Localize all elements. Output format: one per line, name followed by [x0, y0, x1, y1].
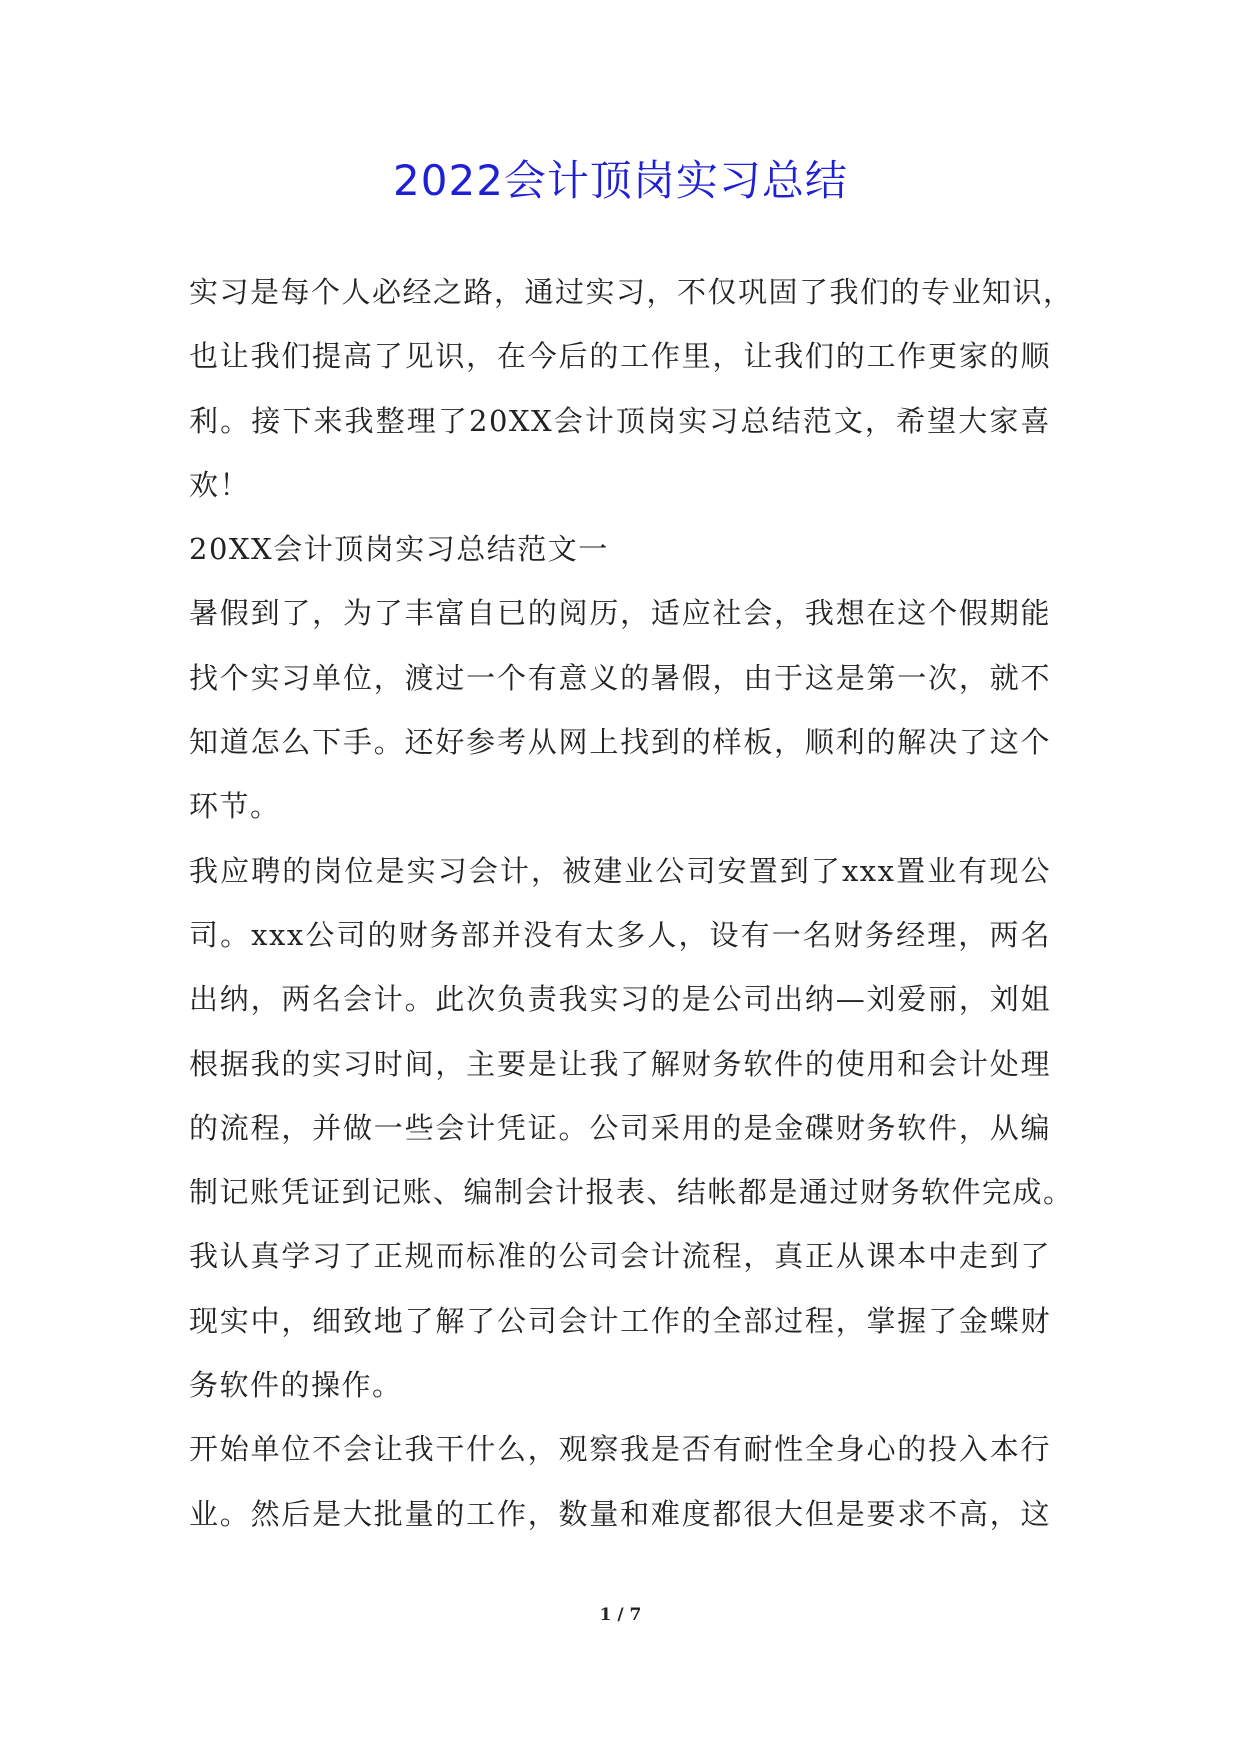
page-number: 1 / 7	[599, 1605, 642, 1625]
text-line: 找个实习单位，渡过一个有意义的暑假，由于这是第一次，就不	[189, 660, 1051, 695]
text-line: 利。接下来我整理了20XX会计顶岗实习总结范文，希望大家喜	[189, 403, 1051, 438]
text-line: 出纳，两名会计。此次负责我实习的是公司出纳—刘爱丽，刘姐	[189, 982, 1051, 1017]
text-line: 司。xxx公司的财务部并没有太多人，设有一名财务经理，两名	[189, 917, 1051, 952]
text-line: 的流程，并做一些会计凭证。公司采用的是金碟财务软件，从编	[189, 1110, 1051, 1145]
section-heading: 20XX会计顶岗实习总结范文一	[189, 532, 609, 567]
text-line: 也让我们提高了见识，在今后的工作里，让我们的工作更家的顺	[189, 339, 1051, 374]
text-line: 制记账凭证到记账、编制会计报表、结帐都是通过财务软件完成。	[189, 1175, 1074, 1210]
text-line: 我应聘的岗位是实习会计，被建业公司安置到了xxx置业有现公	[189, 853, 1051, 888]
text-line: 现实中，细致地了解了公司会计工作的全部过程，掌握了金蝶财	[189, 1303, 1051, 1338]
document-body	[189, 260, 1074, 1546]
text-line: 欢！	[189, 467, 251, 502]
text-line: 务软件的操作。	[189, 1368, 403, 1403]
text-line: 开始单位不会让我干什么，观察我是否有耐性全身心的投入本行	[189, 1432, 1051, 1467]
text-line: 环节。	[189, 789, 281, 824]
text-line: 根据我的实习时间，主要是让我了解财务软件的使用和会计处理	[189, 1046, 1051, 1081]
text-line: 实习是每个人必经之路，通过实习，不仅巩固了我们的专业知识，	[189, 275, 1074, 309]
text-line: 我认真学习了正规而标准的公司会计流程，真正从课本中走到了	[189, 1239, 1051, 1274]
document-title: 2022会计顶岗实习总结	[393, 156, 848, 205]
text-line: 业。然后是大批量的工作，数量和难度都很大但是要求不高，这	[189, 1496, 1051, 1531]
text-line: 知道怎么下手。还好参考从网上找到的样板，顺利的解决了这个	[189, 725, 1051, 760]
text-line: 暑假到了，为了丰富自已的阅历，适应社会，我想在这个假期能	[189, 596, 1051, 631]
